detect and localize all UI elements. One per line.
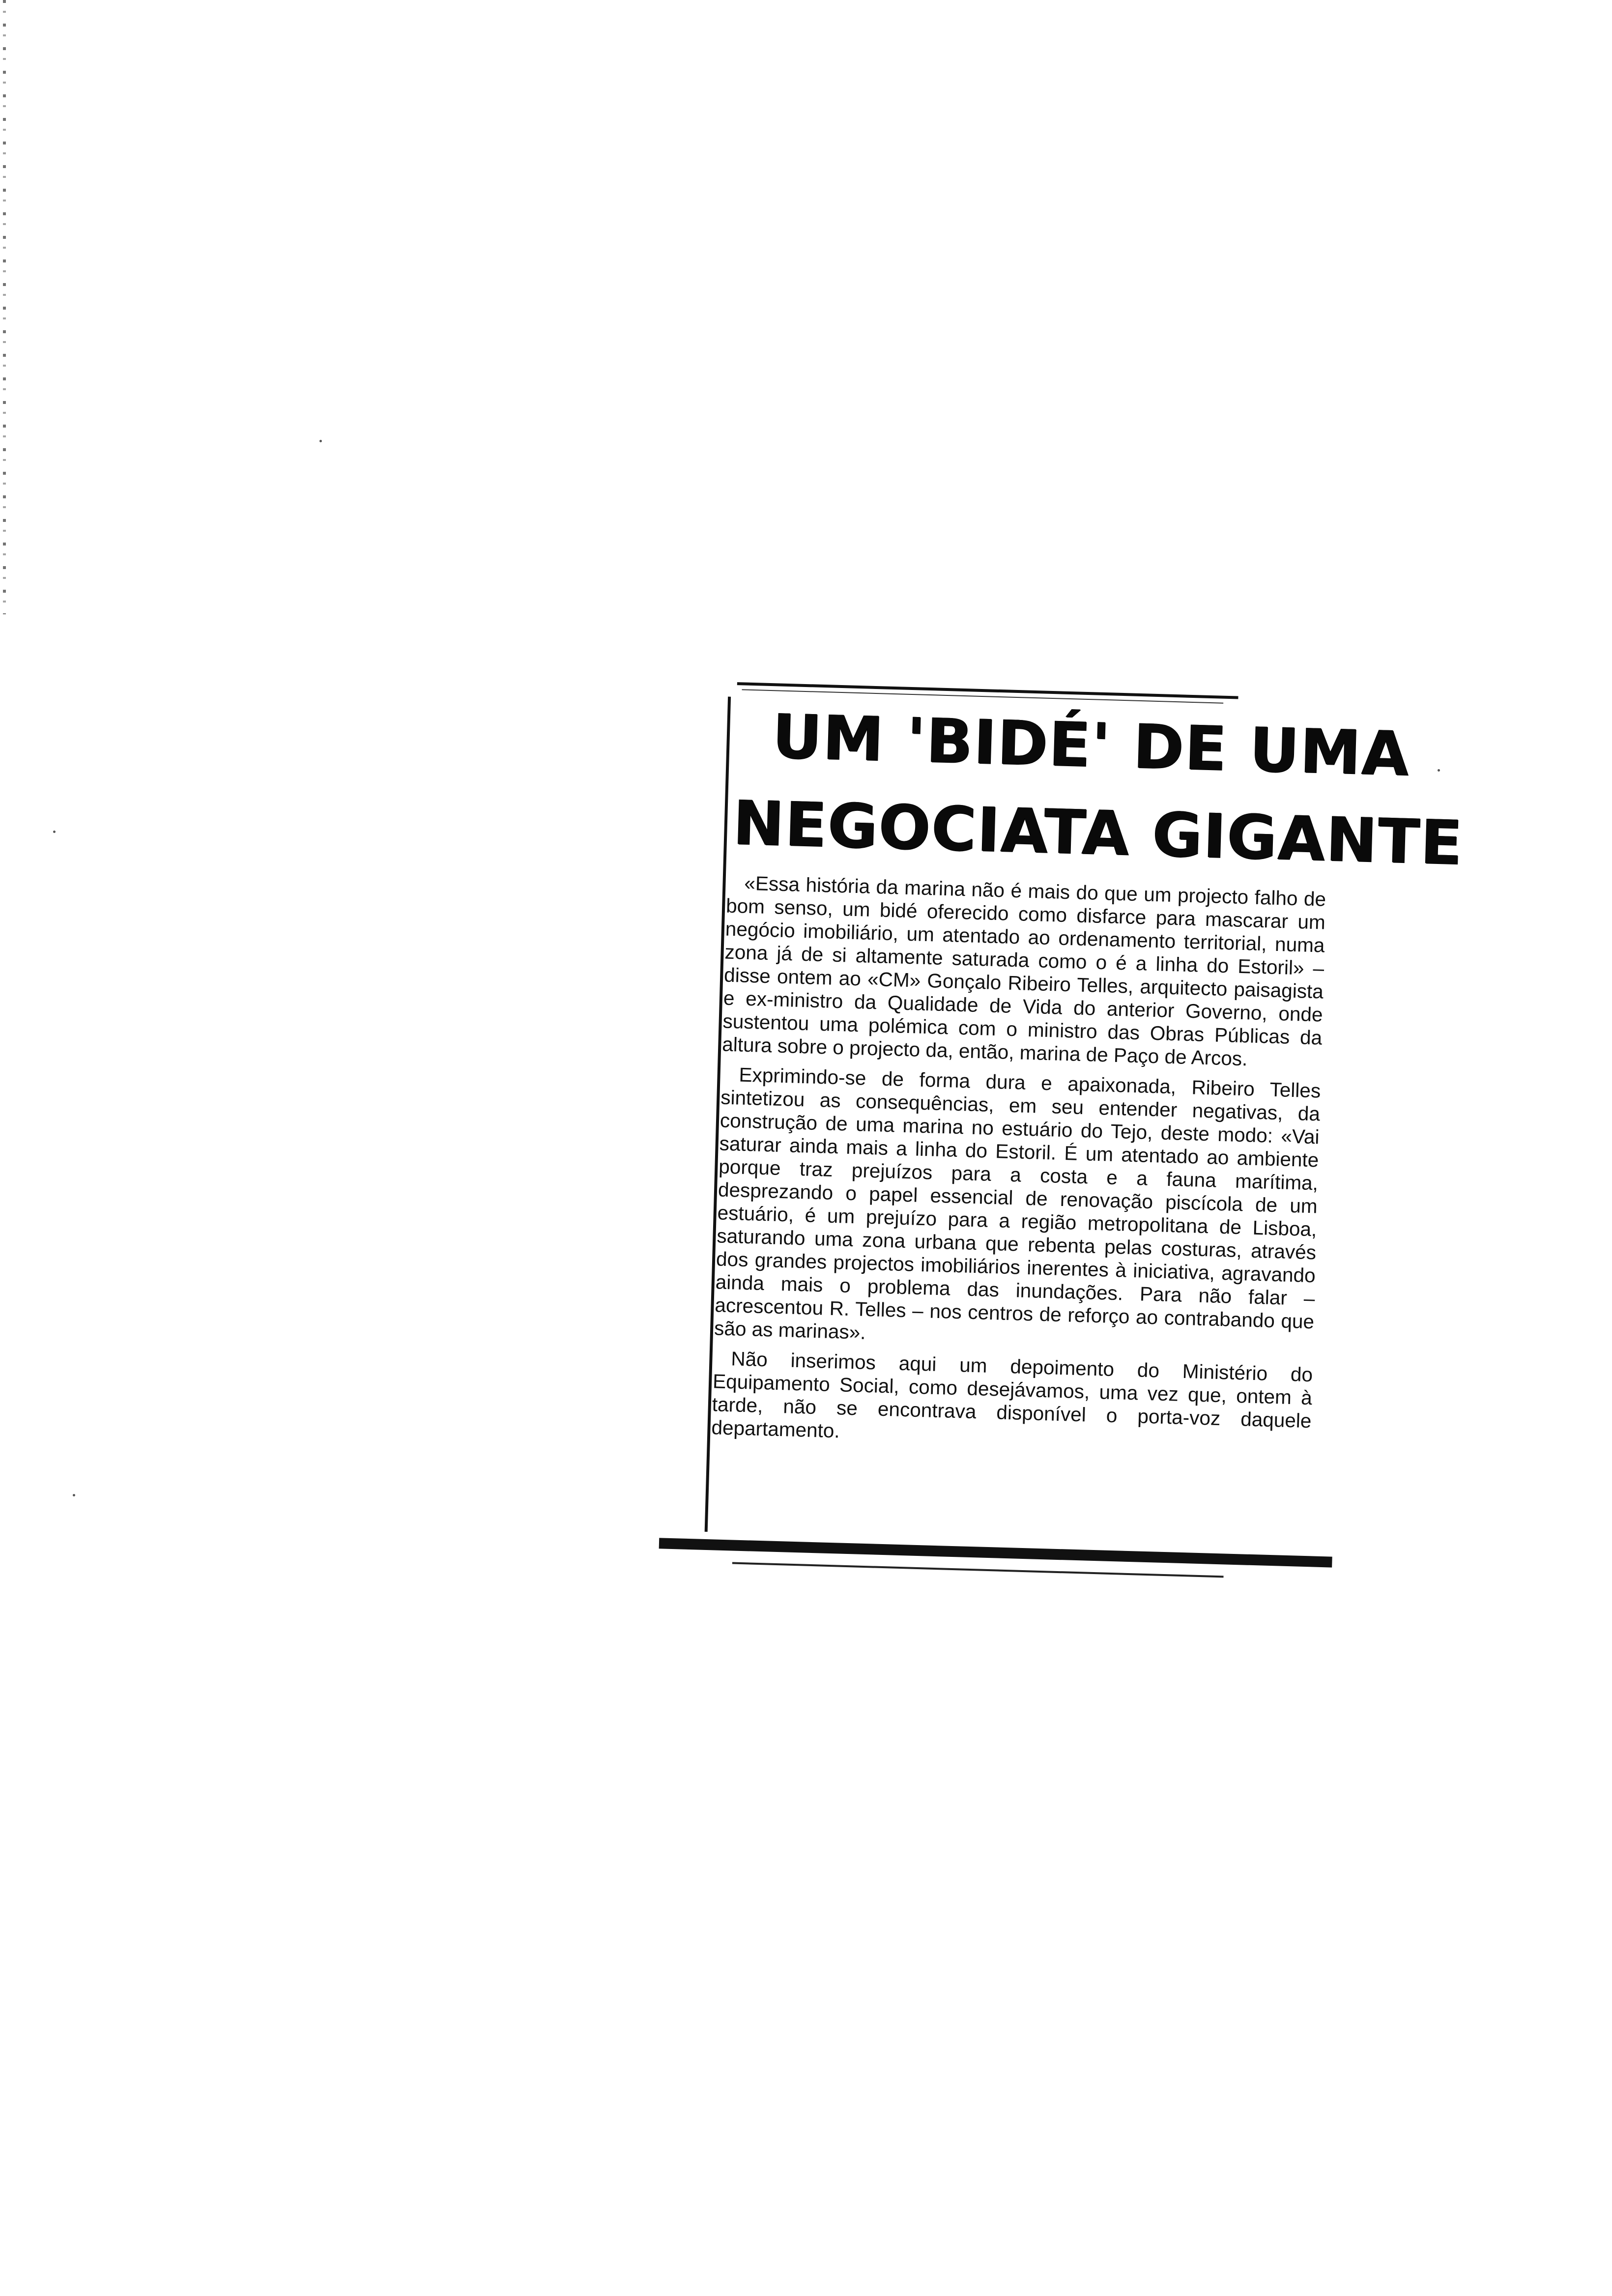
- scan-speck: [319, 440, 322, 442]
- article-paragraph-3: Não inserimos aqui um depoimento do Ministério do Equipamento Social, como desejávamos, uma vez que, ontem à tarde, não se encontrava disponível o porta-voz daquele departamento.: [711, 1347, 1313, 1442]
- article-body: [711, 871, 1326, 1463]
- bottom-rule: [732, 1562, 1224, 1578]
- scan-speck: [73, 1494, 75, 1496]
- article-paragraph-1: «Essa história da marina não é mais do que um projecto falho de bom senso, um bidé oferecido como disfarce para mascarar um negócio imobiliário, um atentado ao ordenamento territorial, numa zona já de si altamente saturada como o é a linha do Estoril» – disse ontem ao «CM» Gonçalo Ribeiro Telles, arquitecto paisagista e ex-ministro da Qualidade de Vida do anterior Governo, onde sustentou uma polémica com o ministro das Obras Públicas da altura sobre o projecto da, então, marina de Paço de Arcos.: [721, 871, 1326, 1070]
- headline-line-1: UM 'BIDÉ' DE UMA: [771, 701, 1411, 790]
- headline-line-2: NEGOCIATA GIGANTE: [732, 787, 1465, 879]
- scan-speck: [1438, 769, 1440, 772]
- scan-speck: [53, 831, 56, 833]
- newspaper-clipping: [658, 681, 1465, 1604]
- scan-edge-artifact: [3, 0, 6, 614]
- article-paragraph-2: Exprimindo-se de forma dura e apaixonada, Ribeiro Telles sintetizou as consequências, em seu entender negativas, da construção de uma marina no estuário do Tejo, deste modo: «Vai saturar ainda mais a linha do Estoril. É um atentado ao ambiente porque traz prejuízos para a costa e a fauna marítima, desprezando o papel essencial de renovação piscícola de um estuário, é um prejuízo para a região metropolitana de Lisboa, saturando uma zona urbana que rebenta pelas costuras, através dos grandes projectos imobiliários inerentes à iniciativa, agravando ainda mais o problema das inundações. Para não falar – acrescentou R. Telles – nos centros de reforço ao contrabando que são as marinas».: [714, 1063, 1321, 1344]
- headline: [732, 692, 1465, 884]
